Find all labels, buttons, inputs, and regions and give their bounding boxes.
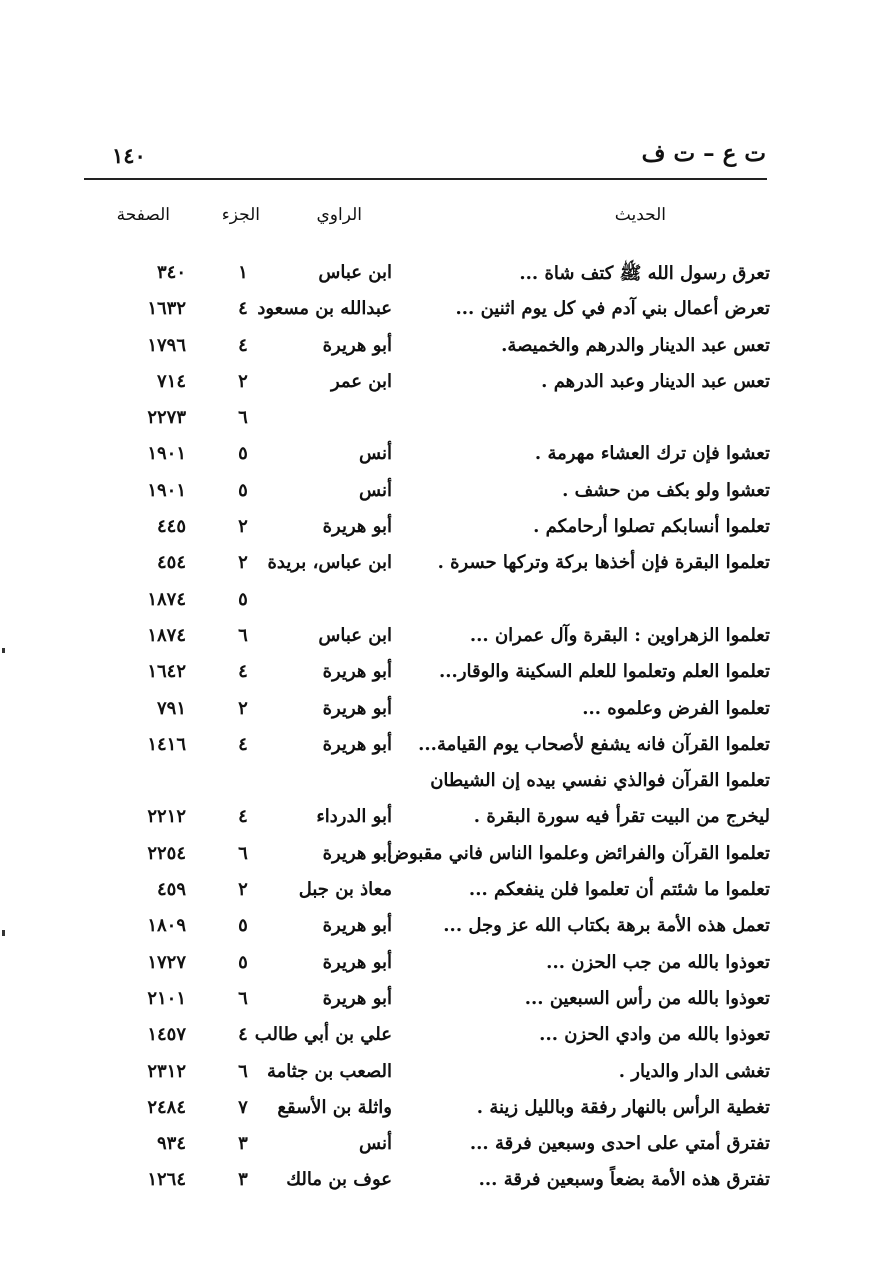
table-row <box>0 367 892 403</box>
page-number-cell: ٤٥٤ <box>156 552 186 574</box>
narrator-name: أبو الدرداء <box>316 806 392 828</box>
hadith-text: تعلموا القرآن فانه يشفع لأصحاب يوم القيامة... <box>418 733 770 755</box>
table-row <box>0 403 892 439</box>
part-number: ٤ <box>238 334 248 356</box>
table-row <box>0 1093 892 1129</box>
hadith-text: تعس عبد الدينار وعبد الدرهم . <box>541 370 770 392</box>
table-row <box>0 730 892 766</box>
narrator-name: أبو هريرة <box>322 516 392 538</box>
table-row <box>0 476 892 512</box>
part-number: ٦ <box>238 1060 248 1082</box>
page-number-cell: ٢٢٧٣ <box>147 407 186 429</box>
table-row <box>0 1165 892 1201</box>
narrator-name: أبو هريرة <box>322 733 392 755</box>
part-number: ٢ <box>238 516 248 538</box>
part-number: ١ <box>238 262 248 283</box>
narrator-name: معاذ بن جبل <box>298 879 392 901</box>
hadith-text: تعلموا القرآن والفرائض وعلموا الناس فاني مقبوض . <box>374 842 770 864</box>
page-number-cell: ١٢٦٤ <box>147 1169 186 1191</box>
page-number-cell: ١٧٢٧ <box>147 951 186 973</box>
page-number-cell: ٧١٤ <box>156 370 186 392</box>
hadith-text: تعلموا أنسابكم تصلوا أرحامكم . <box>533 516 770 538</box>
hadith-text: تعس عبد الدينار والدرهم والخميصة. <box>501 334 770 356</box>
part-number: ٤ <box>238 733 248 755</box>
page-number-cell: ١٦٣٢ <box>147 298 186 320</box>
narrator-name: ابن عباس <box>318 262 392 283</box>
part-number: ٢ <box>238 879 248 901</box>
table-row <box>0 911 892 947</box>
part-number: ٢ <box>238 552 248 574</box>
table-row <box>0 294 892 330</box>
table-row <box>0 984 892 1020</box>
part-number: ٤ <box>238 661 248 683</box>
hadith-text: تغشى الدار والديار . <box>618 1060 770 1082</box>
narrator-name: عبدالله بن مسعود <box>257 298 392 320</box>
column-header-narrator: الراوي <box>316 205 362 225</box>
narrator-name: الصعب بن جثامة <box>266 1060 392 1082</box>
table-row <box>0 1020 892 1056</box>
page-number-cell: ١٤١٦ <box>147 733 186 755</box>
column-header-hadith: الحديث <box>614 205 666 225</box>
narrator-name: أنس <box>359 1133 392 1155</box>
hadith-text: ليخرج من البيت تقرأ فيه سورة البقرة . <box>473 806 770 828</box>
narrator-name: ابن عباس، بريدة <box>267 552 392 574</box>
table-row <box>0 258 892 294</box>
table-row <box>0 1057 892 1093</box>
hadith-text: تعوذوا بالله من وادي الحزن ... <box>539 1024 770 1046</box>
header-rule <box>84 178 767 180</box>
hadith-text: تعشوا ولو بكف من حشف . <box>562 479 770 501</box>
table-row <box>0 694 892 730</box>
narrator-name: أبو هريرة <box>322 661 392 683</box>
index-table <box>0 258 892 1202</box>
table-row <box>0 657 892 693</box>
hadith-text: تفترق أمتي على احدى وسبعين فرقة ... <box>469 1133 770 1155</box>
narrator-name: علي بن أبي طالب <box>254 1024 392 1046</box>
narrator-name: أبو هريرة <box>322 334 392 356</box>
hadith-text: تعلموا الزهراوين : البقرة وآل عمران ... <box>469 624 770 646</box>
part-number: ٣ <box>238 1133 248 1155</box>
page-number-cell: ٢١٠١ <box>147 987 186 1009</box>
part-number: ٥ <box>238 443 248 465</box>
hadith-text: تغطية الرأس بالنهار رفقة وبالليل زينة . <box>476 1096 770 1118</box>
part-number: ٥ <box>238 479 248 501</box>
hadith-text: تعمل هذه الأمة برهة بكتاب الله عز وجل ... <box>443 915 770 937</box>
column-header-page: الصفحة <box>116 205 170 225</box>
table-row <box>0 766 892 802</box>
table-row <box>0 802 892 838</box>
narrator-name: واثلة بن الأسقع <box>277 1096 392 1118</box>
part-number: ٤ <box>238 1024 248 1046</box>
part-number: ٦ <box>238 987 248 1009</box>
part-number: ٢ <box>238 697 248 719</box>
part-number: ٥ <box>238 588 248 610</box>
narrator-name: أبو هريرة <box>322 842 392 864</box>
narrator-name: أنس <box>359 443 392 465</box>
page-number-cell: ١٨٧٤ <box>147 624 186 646</box>
page-number-cell: ١٨٧٤ <box>147 588 186 610</box>
table-row <box>0 621 892 657</box>
table-row <box>0 331 892 367</box>
page-number-cell: ٤٤٥ <box>156 516 186 538</box>
narrator-name: أنس <box>359 479 392 501</box>
part-number: ٥ <box>238 915 248 937</box>
hadith-text: تعلموا العلم وتعلموا للعلم السكينة والوقار... <box>439 661 770 683</box>
table-row <box>0 439 892 475</box>
page-number-cell: ٤٥٩ <box>156 879 186 901</box>
hadith-text: تعلموا الفرض وعلموه ... <box>582 697 770 719</box>
section-title: ت ع – ت ف <box>641 140 766 167</box>
table-row <box>0 1129 892 1165</box>
table-row <box>0 512 892 548</box>
part-number: ٣ <box>238 1169 248 1191</box>
narrator-name: ابن عمر <box>330 370 392 392</box>
page-number-cell: ٢٢١٢ <box>147 806 186 828</box>
part-number: ٤ <box>238 806 248 828</box>
hadith-text: تعوذوا بالله من جب الحزن ... <box>546 951 770 973</box>
hadith-text: تعوذوا بالله من رأس السبعين ... <box>524 987 770 1009</box>
page-number-cell: ١٩٠١ <box>147 443 186 465</box>
part-number: ٤ <box>238 298 248 320</box>
hadith-text: تعشوا فإن ترك العشاء مهرمة . <box>534 443 770 465</box>
hadith-text: تعرض أعمال بني آدم في كل يوم اثنين ... <box>455 298 770 320</box>
part-number: ٥ <box>238 951 248 973</box>
narrator-name: ابن عباس <box>318 624 392 646</box>
part-number: ٦ <box>238 624 248 646</box>
table-row <box>0 839 892 875</box>
hadith-text: تعلموا البقرة فإن أخذها بركة وتركها حسرة . <box>437 552 770 574</box>
page-number-cell: ١٨٠٩ <box>147 915 186 937</box>
table-row <box>0 548 892 584</box>
column-header-part: الجزء <box>221 205 260 225</box>
hadith-text: تعلموا القرآن فوالذي نفسي بيده إن الشيطان <box>430 770 770 792</box>
part-number: ٦ <box>238 842 248 864</box>
table-row <box>0 948 892 984</box>
page-number-cell: ١٧٩٦ <box>147 334 186 356</box>
page-number: ١٤٠ <box>112 143 146 168</box>
page-number-cell: ٢٣١٢ <box>147 1060 186 1082</box>
page-number-cell: ٣٤٠ <box>156 262 186 283</box>
page-number-cell: ٢٢٥٤ <box>147 842 186 864</box>
part-number: ٦ <box>238 407 248 429</box>
page-number-cell: ٢٤٨٤ <box>147 1096 186 1118</box>
narrator-name: عوف بن مالك <box>286 1169 392 1191</box>
narrator-name: أبو هريرة <box>322 987 392 1009</box>
hadith-text: تعرق رسول الله ﷺ كتف شاة ... <box>519 263 770 284</box>
narrator-name: أبو هريرة <box>322 697 392 719</box>
narrator-name: أبو هريرة <box>322 951 392 973</box>
page-number-cell: ١٦٤٢ <box>147 661 186 683</box>
part-number: ٧ <box>238 1096 248 1118</box>
page-number-cell: ٩٣٤ <box>156 1133 186 1155</box>
page-number-cell: ١٩٠١ <box>147 479 186 501</box>
hadith-text: تعلموا ما شئتم أن تعلموا فلن ينفعكم ... <box>468 879 770 901</box>
page-number-cell: ٧٩١ <box>156 697 186 719</box>
part-number: ٢ <box>238 370 248 392</box>
table-row <box>0 875 892 911</box>
table-row <box>0 585 892 621</box>
page-number-cell: ١٤٥٧ <box>147 1024 186 1046</box>
hadith-text: تفترق هذه الأمة بضعاً وسبعين فرقة ... <box>478 1169 770 1191</box>
narrator-name: أبو هريرة <box>322 915 392 937</box>
